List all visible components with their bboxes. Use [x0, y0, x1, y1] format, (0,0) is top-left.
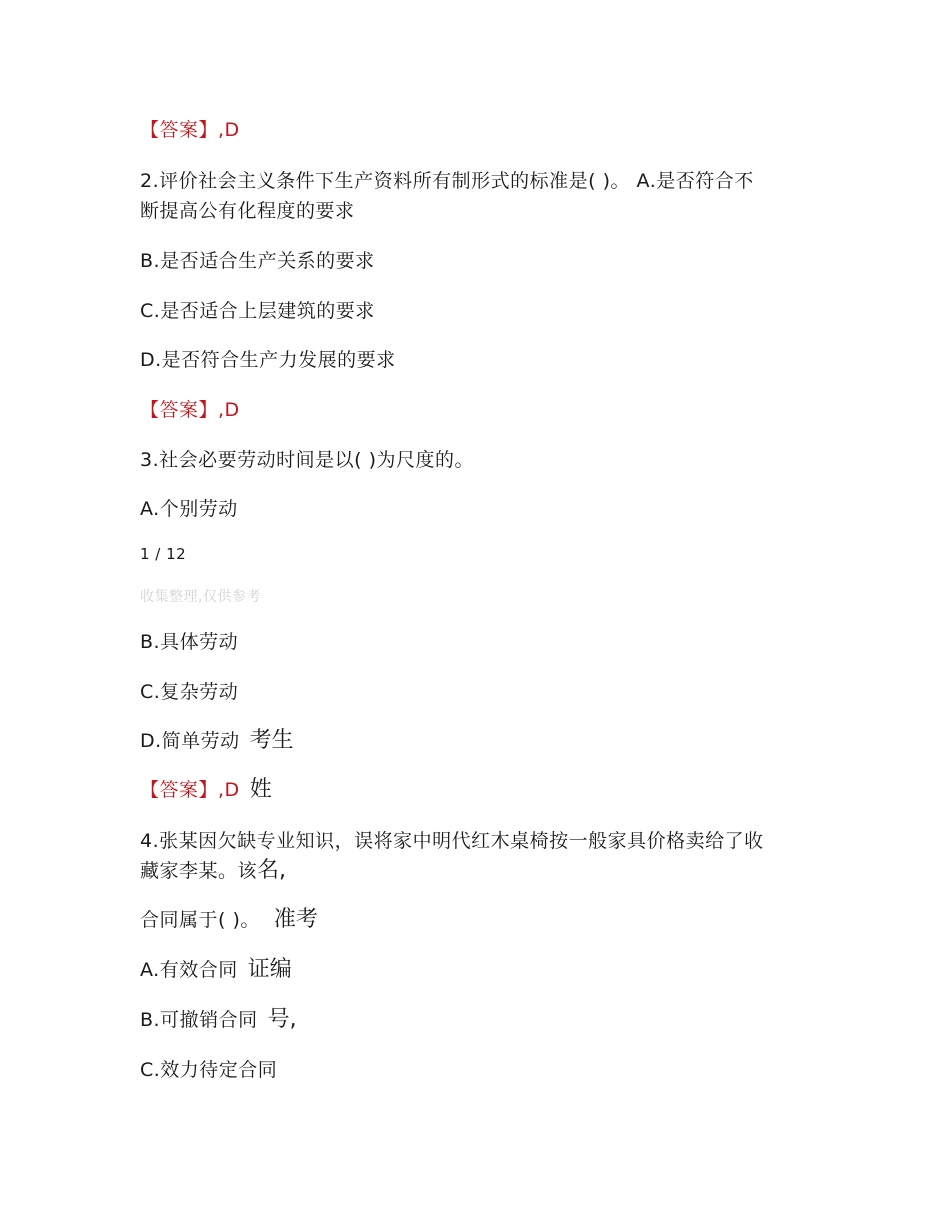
overlay-cert-no: 证编: [247, 957, 292, 982]
overlay-admission: 准考: [273, 907, 318, 932]
q4-option-b: [140, 1005, 297, 1035]
q4-option-b-text: B.可撤销合同: [140, 1009, 258, 1031]
q4-stem-line3-text: 合同属于( )。: [140, 909, 260, 931]
q4-option-a-text: A.有效合同: [140, 959, 238, 981]
q2-stem-line1: 2.评价社会主义条件下生产资料所有制形式的标准是( )。 A.是否符合不: [140, 170, 754, 192]
q4-stem-line3: [140, 905, 318, 935]
q3-option-c: C.复杂劳动: [140, 681, 239, 703]
watermark-text: 收集整理,仅供参考: [140, 589, 261, 605]
overlay-number: 号,: [267, 1007, 297, 1032]
answer-label: 【答案】: [140, 119, 219, 141]
q3-stem: 3.社会必要劳动时间是以( )为尺度的。: [140, 449, 474, 471]
page-number: 1 / 12: [140, 545, 187, 563]
answer-value: ,D: [218, 119, 240, 141]
answer-line-1: [140, 115, 240, 145]
answer-value: ,D: [218, 399, 240, 421]
q2-option-b: B.是否适合生产关系的要求: [140, 250, 375, 272]
q3-option-b: B.具体劳动: [140, 631, 239, 653]
q4-stem-line1: 4.张某因欠缺专业知识，误将家中明代红木桌椅按一般家具价格卖给了收: [140, 830, 764, 852]
q4-option-a: [140, 955, 292, 985]
q2-option-d: D.是否符合生产力发展的要求: [140, 349, 396, 371]
q3-option-d-text: D.简单劳动: [140, 730, 240, 752]
overlay-surname: 姓: [249, 777, 272, 802]
q2-stem-line2: 断提高公有化程度的要求: [140, 200, 355, 222]
q4-stem-line2-text: 藏家李某。该: [140, 860, 258, 882]
answer-line-3: [140, 775, 272, 805]
q2-option-c: C.是否适合上层建筑的要求: [140, 300, 375, 322]
q3-option-d: [140, 726, 294, 756]
q4-option-c: C.效力待定合同: [140, 1059, 278, 1081]
overlay-examinee: 考生: [249, 728, 294, 753]
overlay-name: 名,: [257, 858, 287, 883]
answer-label: 【答案】: [140, 779, 219, 801]
q4-stem-line2: [140, 856, 286, 886]
answer-line-2: [140, 395, 240, 425]
answer-value: ,D: [218, 779, 240, 801]
q3-option-a: A.个别劳动: [140, 498, 238, 520]
answer-label: 【答案】: [140, 399, 219, 421]
